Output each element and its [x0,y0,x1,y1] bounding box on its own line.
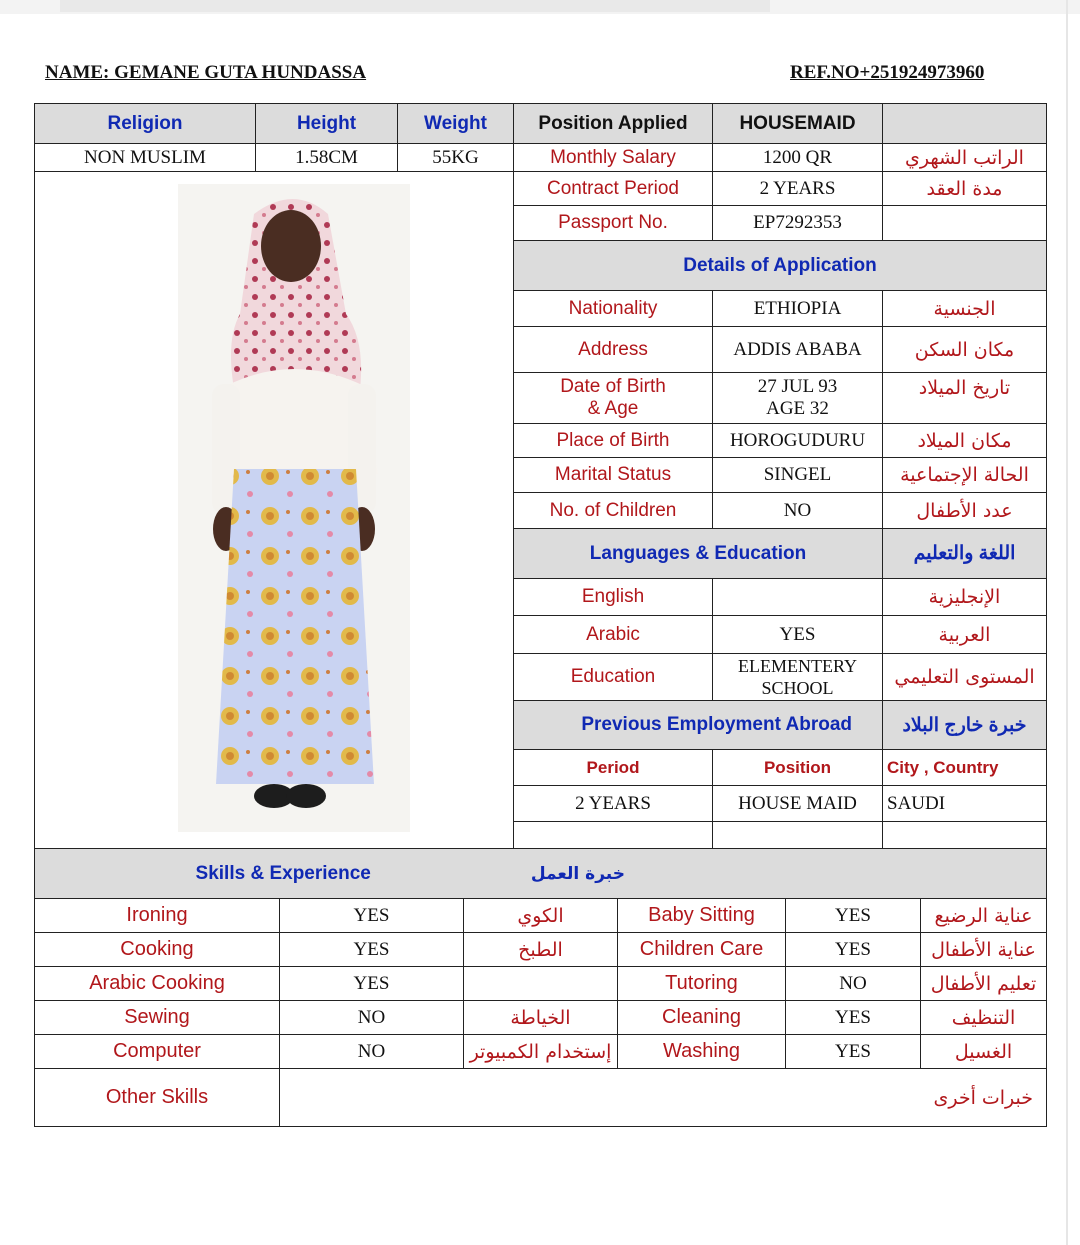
skill-sewing-value: NO [280,1001,464,1035]
languages-section-title: Languages & Education [514,529,883,579]
skill-arabic-cooking-label: Arabic Cooking [35,967,280,1001]
employment-place-header: City , Country [883,750,1047,786]
skill-washing-label: Washing [618,1035,786,1069]
skill-computer-label: Computer [35,1035,280,1069]
employment-place-value: SAUDI [883,786,1047,822]
skill-arabic-cooking-ar [464,967,618,1001]
skill-sewing-label: Sewing [35,1001,280,1035]
employment-period-value: 2 YEARS [514,786,713,822]
contract-period-value: 2 YEARS [713,172,883,206]
passport-ar [883,206,1047,241]
skill-arabic-cooking-value: YES [280,967,464,1001]
monthly-salary-label: Monthly Salary [514,144,713,172]
nationality-value: ETHIOPIA [713,291,883,327]
employment-empty-1 [514,822,713,849]
skill-cooking-label: Cooking [35,933,280,967]
contract-period-label: Contract Period [514,172,713,206]
skill-cleaning-label: Cleaning [618,1001,786,1035]
skills-section-title [35,849,786,899]
employment-period-header: Period [514,750,713,786]
skill-childcare-label: Children Care [618,933,786,967]
position-applied-label: Position Applied [514,104,713,144]
applicant-photo [178,184,410,832]
details-section-title: Details of Application [514,241,1047,291]
religion-value: NON MUSLIM [35,144,256,172]
address-ar: مكان السكن [883,327,1047,373]
religion-label: Religion [35,104,256,144]
height-label: Height [256,104,398,144]
skill-cooking-value: YES [280,933,464,967]
marital-status-ar: الحالة الإجتماعية [883,458,1047,493]
arabic-ar: العربية [883,616,1047,654]
dob-label-line1: Date of Birth [560,376,666,397]
applicant-name: NAME: GEMANE GUTA HUNDASSA [45,62,367,83]
languages-section-title-ar: اللغة والتعليم [883,529,1047,579]
employment-section-title: Previous Employment Abroad [514,701,883,750]
children-ar: عدد الأطفال [883,493,1047,529]
skill-computer-ar: إستخدام الكمبيوتر [464,1035,618,1069]
skill-tutoring-label: Tutoring [618,967,786,1001]
education-value [713,654,883,701]
skill-ironing-ar: الكوي [464,899,618,933]
skills-title-ar: خبرة العمل [530,863,625,884]
height-value: 1.58CM [256,144,398,172]
skill-sewing-ar: الخياطة [464,1001,618,1035]
education-ar: المستوى التعليمي [883,654,1047,701]
photo-cell [35,172,514,849]
skill-washing-ar: الغسيل [921,1035,1047,1069]
page-edge-line [1066,0,1068,1245]
other-skills-ar: خبرات أخرى [921,1069,1047,1127]
employment-position-value: HOUSE MAID [713,786,883,822]
other-skills-value [280,1069,921,1127]
position-applied-ar [883,104,1047,144]
skills-table [34,848,1047,1127]
weight-value: 55KG [398,144,514,172]
arabic-label: Arabic [514,616,713,654]
position-applied-value: HOUSEMAID [713,104,883,144]
skill-babysitting-value: YES [786,899,921,933]
other-skills-label: Other Skills [35,1069,280,1127]
monthly-salary-ar: الراتب الشهري [883,144,1047,172]
employment-section-title-ar: خبرة خارج البلاد [883,701,1047,750]
skill-cleaning-value: YES [786,1001,921,1035]
skill-cleaning-ar: التنظيف [921,1001,1047,1035]
skill-cooking-ar: الطبخ [464,933,618,967]
place-of-birth-ar: مكان الميلاد [883,424,1047,458]
skill-tutoring-value: NO [786,967,921,1001]
arabic-value: YES [713,616,883,654]
skill-washing-value: YES [786,1035,921,1069]
employment-empty-3 [883,822,1047,849]
dob-label-line2: & Age [587,398,639,419]
education-label: Education [514,654,713,701]
dob-label [514,373,713,424]
skill-babysitting-label: Baby Sitting [618,899,786,933]
dob-ar: تاريخ الميلاد [883,373,1047,424]
passport-value: EP7292353 [713,206,883,241]
skill-ironing-label: Ironing [35,899,280,933]
education-value-line1: ELEMENTERY [738,656,857,676]
place-of-birth-label: Place of Birth [514,424,713,458]
skill-computer-value: NO [280,1035,464,1069]
skills-header-fill [786,849,1047,899]
skill-childcare-value: YES [786,933,921,967]
skill-babysitting-ar: عناية الرضيع [921,899,1047,933]
skill-tutoring-ar: تعليم الأطفال [921,967,1047,1001]
reference-number: REF.NO+251924973960 [790,62,985,83]
skill-childcare-ar: عناية الأطفال [921,933,1047,967]
monthly-salary-value: 1200 QR [713,144,883,172]
dob-value [713,373,883,424]
employment-empty-2 [713,822,883,849]
marital-status-value: SINGEL [713,458,883,493]
passport-label: Passport No. [514,206,713,241]
children-label: No. of Children [514,493,713,529]
top-strip [60,0,770,12]
address-value: ADDIS ABABA [713,327,883,373]
children-value: NO [713,493,883,529]
application-table [34,103,1047,849]
english-label: English [514,579,713,616]
nationality-label: Nationality [514,291,713,327]
dob-date: 27 JUL 93 [757,376,838,397]
nationality-ar: الجنسية [883,291,1047,327]
address-label: Address [514,327,713,373]
skill-ironing-value: YES [280,899,464,933]
dob-age: AGE 32 [766,398,829,419]
education-value-line2: SCHOOL [761,678,834,698]
place-of-birth-value: HOROGUDURU [713,424,883,458]
english-ar: الإنجليزية [883,579,1047,616]
contract-period-ar: مدة العقد [883,172,1047,206]
marital-status-label: Marital Status [514,458,713,493]
employment-position-header: Position [713,750,883,786]
weight-label: Weight [398,104,514,144]
skills-title-en: Skills & Experience [195,862,371,884]
english-value [713,579,883,616]
